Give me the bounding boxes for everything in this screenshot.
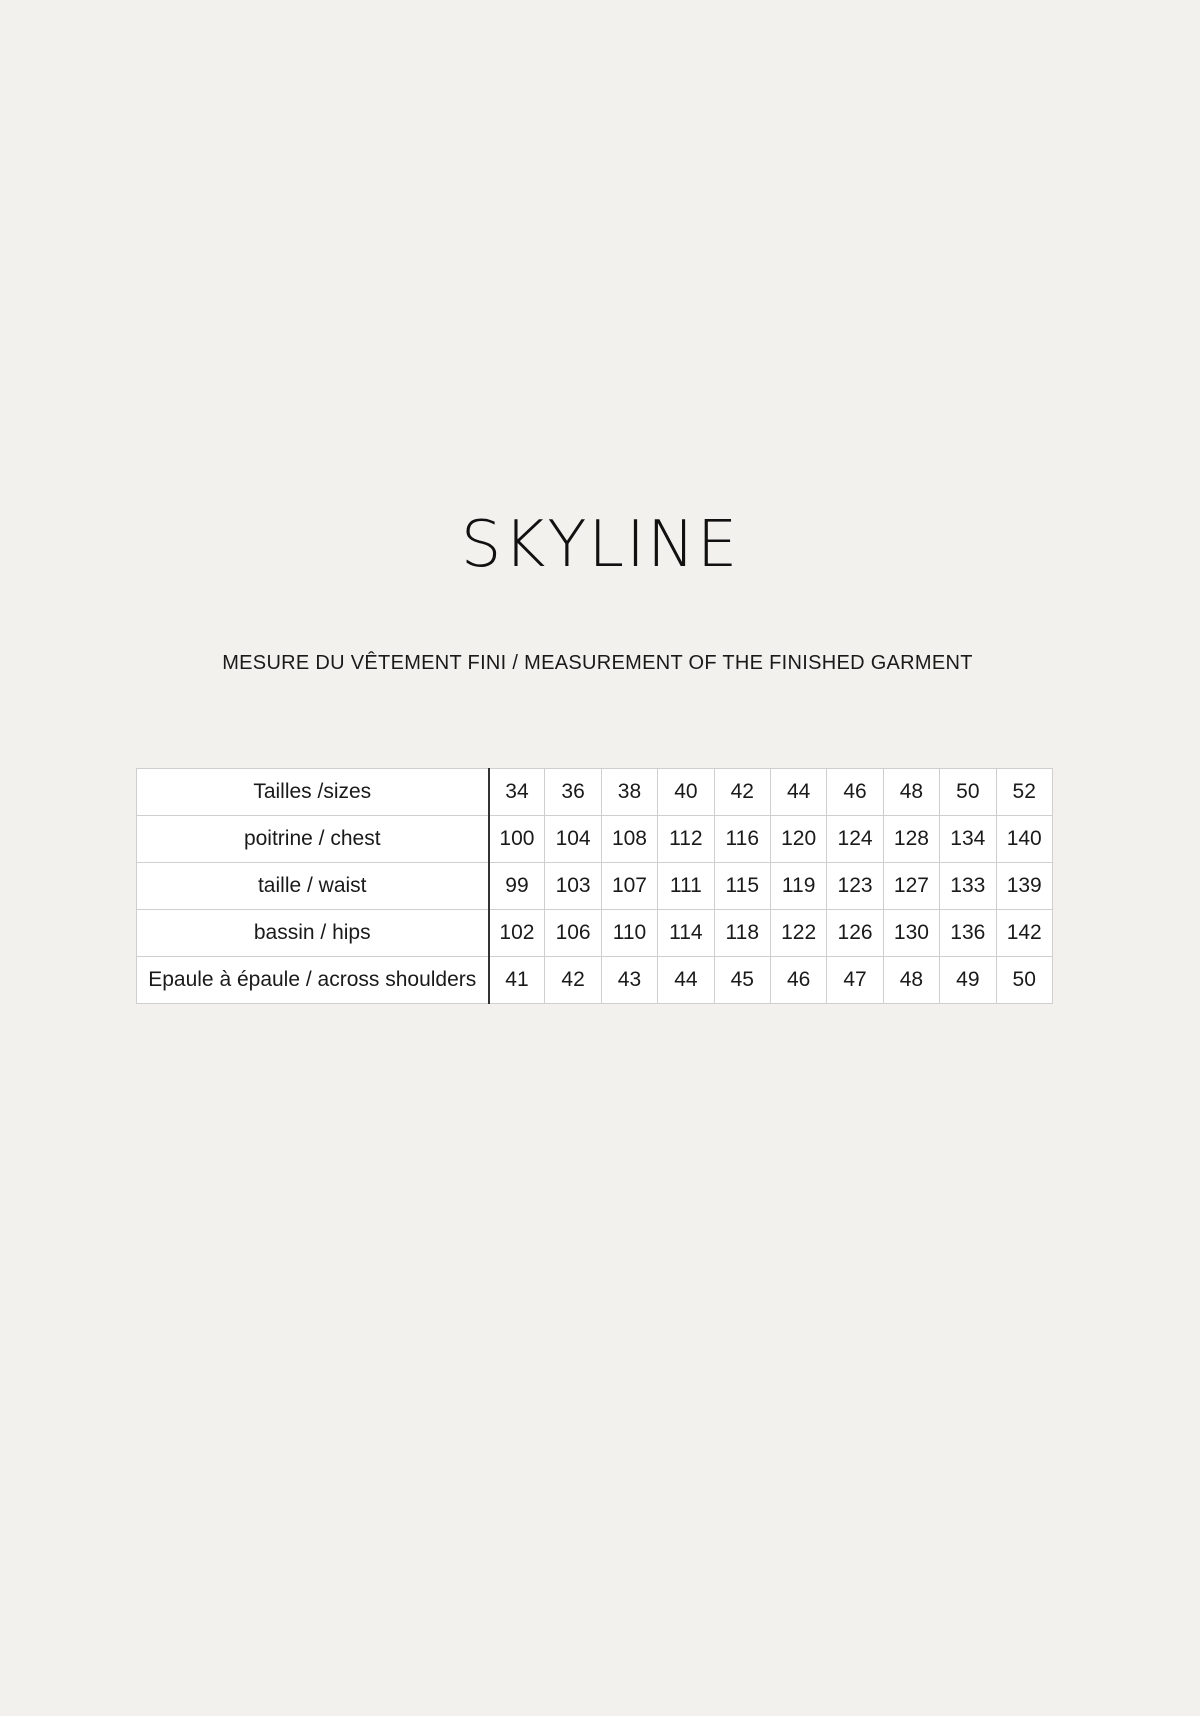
table-cell: 139 bbox=[996, 863, 1052, 910]
table-cell: 46 bbox=[770, 957, 826, 1004]
table-cell: 116 bbox=[714, 816, 770, 863]
table-cell: 45 bbox=[714, 957, 770, 1004]
table-cell: 142 bbox=[996, 910, 1052, 957]
row-label: poitrine / chest bbox=[137, 816, 489, 863]
table-cell: 42 bbox=[545, 957, 601, 1004]
page-subtitle: MESURE DU VÊTEMENT FINI / MEASUREMENT OF THE FINISHED GARMENT bbox=[222, 652, 973, 674]
table-cell: 124 bbox=[827, 816, 883, 863]
row-label: Epaule à épaule / across shoulders bbox=[137, 957, 489, 1004]
table-cell: 48 bbox=[883, 957, 939, 1004]
table-cell: 123 bbox=[827, 863, 883, 910]
table-cell: 108 bbox=[601, 816, 657, 863]
table-cell: 127 bbox=[883, 863, 939, 910]
table-cell: 52 bbox=[996, 769, 1052, 816]
table-cell: 48 bbox=[883, 769, 939, 816]
table-cell: 111 bbox=[658, 863, 714, 910]
table-cell: 42 bbox=[714, 769, 770, 816]
table-cell: 134 bbox=[940, 816, 996, 863]
table-cell: 44 bbox=[770, 769, 826, 816]
row-label: taille / waist bbox=[137, 863, 489, 910]
table-cell: 50 bbox=[996, 957, 1052, 1004]
table-row-waist bbox=[137, 863, 1053, 910]
table-cell: 118 bbox=[714, 910, 770, 957]
table-cell: 120 bbox=[770, 816, 826, 863]
table-cell: 126 bbox=[827, 910, 883, 957]
table-row-shoulders bbox=[137, 957, 1053, 1004]
table-cell: 47 bbox=[827, 957, 883, 1004]
table-cell: 119 bbox=[770, 863, 826, 910]
page-title: SKYLINE bbox=[460, 508, 740, 582]
table-row-hips bbox=[137, 910, 1053, 957]
table-cell: 46 bbox=[827, 769, 883, 816]
size-chart-table bbox=[136, 768, 1053, 1004]
table-cell: 112 bbox=[658, 816, 714, 863]
table-cell: 99 bbox=[489, 863, 545, 910]
table-row-sizes bbox=[137, 769, 1053, 816]
table-cell: 103 bbox=[545, 863, 601, 910]
table-cell: 136 bbox=[940, 910, 996, 957]
table-cell: 100 bbox=[489, 816, 545, 863]
table-cell: 50 bbox=[940, 769, 996, 816]
table-cell: 104 bbox=[545, 816, 601, 863]
table-cell: 114 bbox=[658, 910, 714, 957]
table-cell: 130 bbox=[883, 910, 939, 957]
table-cell: 36 bbox=[545, 769, 601, 816]
table-cell: 133 bbox=[940, 863, 996, 910]
table-cell: 106 bbox=[545, 910, 601, 957]
table-cell: 128 bbox=[883, 816, 939, 863]
table-cell: 102 bbox=[489, 910, 545, 957]
table-cell: 107 bbox=[601, 863, 657, 910]
table-cell: 110 bbox=[601, 910, 657, 957]
row-label: Tailles /sizes bbox=[137, 769, 489, 816]
table-cell: 140 bbox=[996, 816, 1052, 863]
table-cell: 40 bbox=[658, 769, 714, 816]
table-cell: 34 bbox=[489, 769, 545, 816]
table-cell: 43 bbox=[601, 957, 657, 1004]
table-cell: 49 bbox=[940, 957, 996, 1004]
table-cell: 122 bbox=[770, 910, 826, 957]
table-cell: 44 bbox=[658, 957, 714, 1004]
table-cell: 115 bbox=[714, 863, 770, 910]
table-row-chest bbox=[137, 816, 1053, 863]
table-cell: 38 bbox=[601, 769, 657, 816]
table-cell: 41 bbox=[489, 957, 545, 1004]
row-label: bassin / hips bbox=[137, 910, 489, 957]
